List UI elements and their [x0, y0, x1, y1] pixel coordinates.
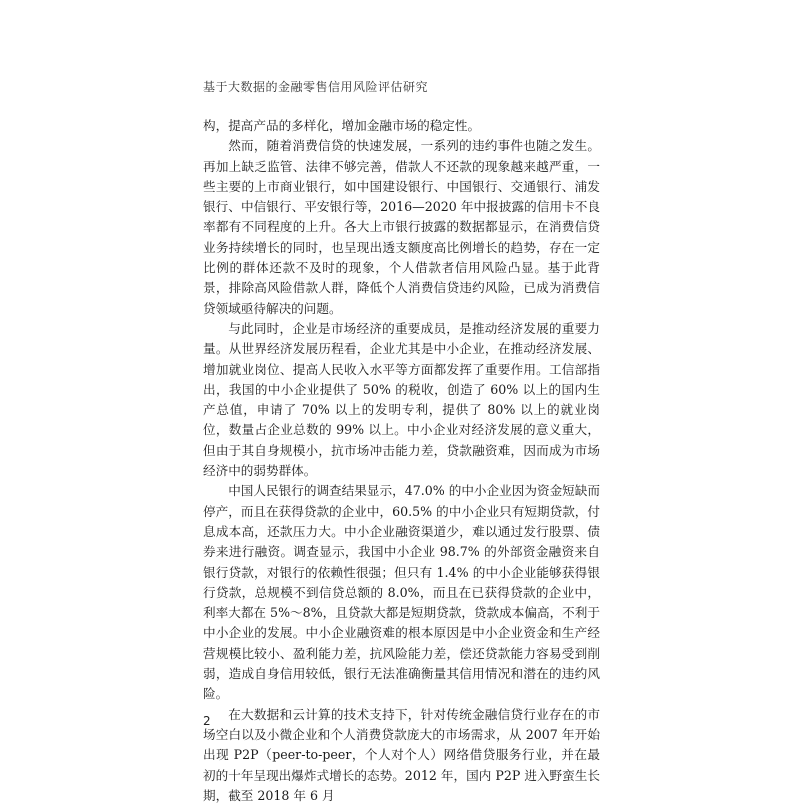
- paragraph: 在大数据和云计算的技术支持下，针对传统金融信贷行业存在的市场空白以及小微企业和个人消费贷款庞大的市场需求，从 2007 年开始出现 P2P（peer-to-peer，个人对个人）网络借贷服务行业，并在最初的十年呈现出爆炸式增长的态势。2012 年，国内 P2P 进入野蛮生长期，截至 2018 年 6 月: [203, 706, 600, 803]
- body-text: [203, 116, 600, 806]
- page-number: 2: [203, 714, 211, 728]
- paragraph: 然而，随着消费信贷的快速发展，一系列的违约事件也随之发生。再加上缺乏监管、法律不够完善，借款人不还款的现象越来越严重，一些主要的上市商业银行，如中国建设银行、中国银行、交通银行、浦发银行、中信银行、平安银行等，2016—2020 年中报披露的信用卡不良率都有不同程度的上升。各大上市银行披露的数据都显示，在消费信贷业务持续增长的同时，也呈现出透支额度高比例增长的趋势，存在一定比例的群体还款不及时的现象，个人借款者信用风险凸显。基于此背景，排除高风险借款人群，降低个人消费信贷违约风险，已成为消费信贷领域亟待解决的问题。: [203, 138, 600, 316]
- paragraph-continuation: 构，提高产品的多样化，增加金融市场的稳定性。: [203, 118, 481, 133]
- paragraph: 中国人民银行的调查结果显示，47.0% 的中小企业因为资金短缺而停产，而且在获得贷款的企业中，60.5% 的中小企业只有短期贷款，付息成本高，还款压力大。中小企业融资渠道少，难以通过发行股票、债券来进行融资。调查显示，我国中小企业 98.7% 的外部资金融资来自银行贷款，对银行的依赖性很强；但只有 1.4% 的中小企业能够获得银行贷款，总规模不到信贷总额的 8.0%，而且在已获得贷款的企业中，利率大都在 5%～8%，且贷款大都是短期贷款，贷款成本偏高，不利于中小企业的发展。中小企业融资难的根本原因是中小企业资金和生产经营规模比较小、盈利能力差，抗风险能力差，偿还贷款能力容易受到削弱，造成自身信用较低，银行无法准确衡量其信用情况和潜在的违约风险。: [203, 483, 600, 702]
- paragraph: 与此同时，企业是市场经济的重要成员，是推动经济发展的重要力量。从世界经济发展历程看，企业尤其是中小企业，在推动经济发展、增加就业岗位、提高人民收入水平等方面都发挥了重要作用。工信部指出，我国的中小企业提供了 50% 的税收，创造了 60% 以上的国内生产总值，申请了 70% 以上的发明专利，提供了 80% 以上的就业岗位，数量占企业总数的 99% 以上。中小企业对经济发展的意义重大，但由于其自身规模小，抗市场冲击能力差，贷款融资难，因而成为市场经济中的弱势群体。: [203, 320, 600, 479]
- running-head: 基于大数据的金融零售信用风险评估研究: [203, 80, 429, 94]
